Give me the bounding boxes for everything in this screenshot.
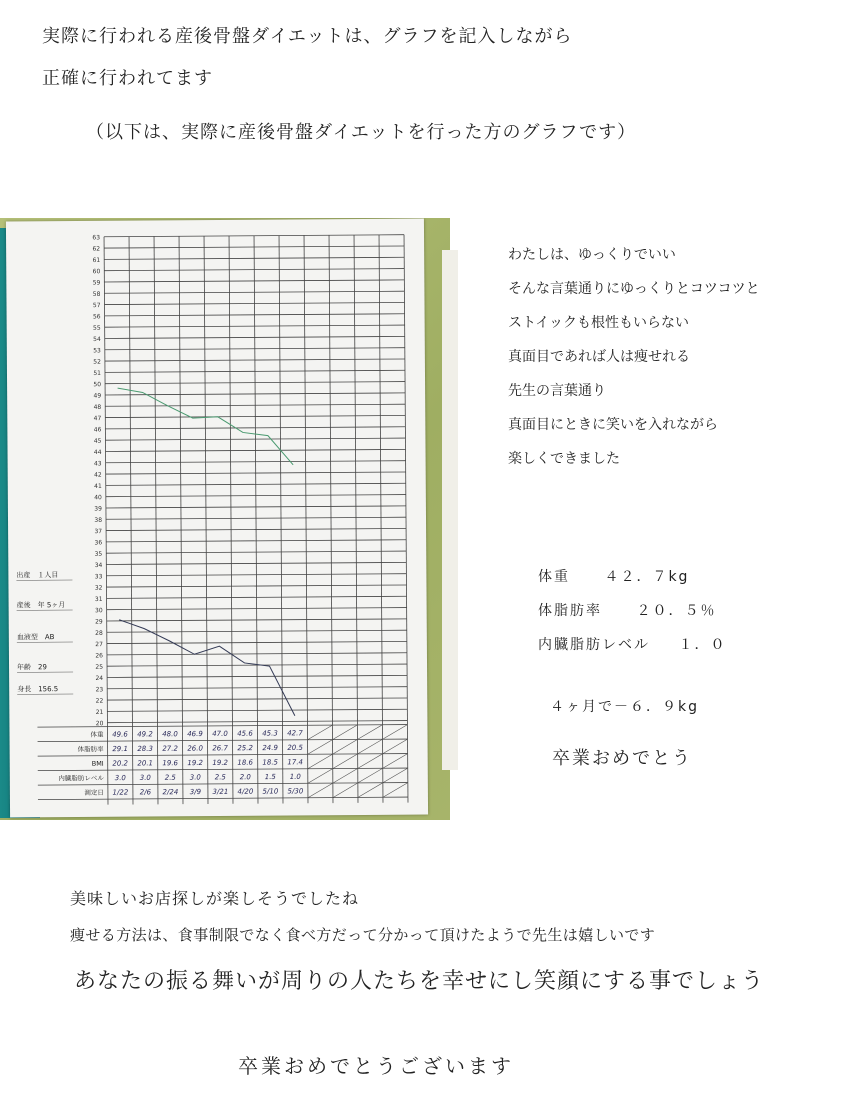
weight-label: 体重 <box>538 569 570 585</box>
grid-column-line <box>204 236 208 804</box>
profile-note: 年齢 29 <box>17 663 47 672</box>
table-cell-value: 2.0 <box>239 773 251 782</box>
table-cell-value: 26.7 <box>212 744 228 753</box>
y-tick-label: 29 <box>95 618 103 626</box>
y-tick-label: 24 <box>95 674 104 683</box>
message-block <box>508 238 760 476</box>
y-tick-label: 35 <box>94 550 103 558</box>
table-cell-value: 2/6 <box>139 788 152 797</box>
empty-cell-slash <box>357 725 382 740</box>
intro-line-3: （以下は、実際に産後骨盤ダイエットを行った方のグラフです） <box>86 122 637 143</box>
y-tick-label: 50 <box>93 381 102 389</box>
grid-column-line <box>179 236 183 804</box>
empty-cell-slash <box>308 740 333 755</box>
grid-column-line <box>354 235 358 803</box>
table-cell-value: 45.3 <box>262 729 278 738</box>
table-cell-value: 25.2 <box>237 744 253 753</box>
table-cell-value: 29.1 <box>112 745 128 754</box>
y-tick-label: 42 <box>94 471 102 479</box>
y-tick-label: 61 <box>92 256 101 264</box>
y-tick-label: 60 <box>92 268 101 276</box>
y-tick-label: 34 <box>94 562 103 570</box>
grid-column-line <box>379 235 383 803</box>
y-tick-label: 63 <box>92 234 101 242</box>
table-cell-value: 49.6 <box>112 730 128 739</box>
weight-value: ４２．７kg <box>604 569 690 585</box>
grid-column-line <box>404 235 408 803</box>
y-tick-label: 52 <box>93 358 101 366</box>
chart-photo <box>0 218 450 820</box>
empty-cell-slash <box>308 769 333 784</box>
profile-note: 身長 156.5 <box>17 685 59 694</box>
table-row-line <box>38 754 408 757</box>
y-tick-label: 20 <box>95 720 104 728</box>
message-line: 真面目であれば人は痩せれる <box>508 349 690 365</box>
message-line: ストイックも根性もいらない <box>508 315 690 331</box>
table-cell-value: 42.7 <box>287 729 303 738</box>
y-tick-label: 45 <box>93 437 102 445</box>
table-cell-value: 3/21 <box>212 787 229 796</box>
empty-cell-slash <box>308 754 333 769</box>
empty-cell-slash <box>383 754 408 769</box>
empty-cell-slash <box>308 783 333 798</box>
y-tick-label: 48 <box>93 403 102 411</box>
table-cell-value: 2.5 <box>164 773 176 782</box>
table-cell-value: 20.2 <box>112 759 129 768</box>
table-cell-value: 3.0 <box>139 773 151 782</box>
body-fat-label: 体脂肪率 <box>538 603 602 619</box>
y-tick-label: 53 <box>93 347 101 355</box>
y-tick-label: 30 <box>94 607 103 615</box>
message-line: 先生の言葉通り <box>508 383 606 399</box>
table-cell-value: 1.0 <box>289 772 301 781</box>
empty-cell-slash <box>383 783 408 798</box>
y-tick-label: 55 <box>93 324 101 332</box>
message-line: 楽しくできました <box>508 451 620 467</box>
table-cell-value: 18.5 <box>262 758 279 767</box>
y-tick-label: 25 <box>95 663 104 671</box>
y-tick-label: 36 <box>94 539 103 547</box>
grid-column-line <box>104 237 108 805</box>
body-fat-result <box>538 600 716 620</box>
message-line: わたしは、ゆっくりでいい <box>508 247 676 263</box>
y-tick-label: 59 <box>92 279 101 287</box>
table-cell-value: 20.1 <box>137 759 154 768</box>
table-row-label: BMI <box>91 759 104 768</box>
empty-cell-slash <box>383 768 408 783</box>
table-cell-value: 27.2 <box>162 744 178 753</box>
grid-column-line <box>254 236 258 804</box>
grid-column-line <box>329 235 333 803</box>
empty-cell-slash <box>383 739 408 754</box>
table-cell-value: 49.2 <box>137 730 153 739</box>
visceral-result <box>538 634 726 654</box>
table-cell-value: 24.9 <box>262 743 278 753</box>
empty-cell-slash <box>382 725 407 740</box>
message-line: 真面目にときに笑いを入れながら <box>508 417 718 433</box>
y-tick-label: 27 <box>95 641 103 649</box>
table-cell-value: 19.2 <box>212 758 229 767</box>
loss-summary: ４ヶ月で－６．９kg <box>550 699 699 715</box>
empty-cell-slash <box>358 754 383 769</box>
table-row-line <box>38 783 408 786</box>
table-cell-value: 17.4 <box>287 758 304 767</box>
table-cell-value: 20.5 <box>287 743 303 752</box>
y-tick-label: 51 <box>93 369 102 377</box>
empty-cell-slash <box>333 754 358 769</box>
y-tick-label: 49 <box>93 392 102 400</box>
empty-cell-slash <box>358 768 383 783</box>
table-cell-value: 45.6 <box>237 729 253 738</box>
table-row-label: 内臓脂肪レベル <box>58 774 104 783</box>
closing-line-1: 美味しいお店探しが楽しそうでしたね <box>70 889 360 908</box>
empty-cell-slash <box>333 739 358 754</box>
table-row-line <box>38 797 408 800</box>
closing-line-2: 痩せる方法は、食事制限でなく食べ方だって分かって頂けたようで先生は嬉しいです <box>70 926 656 944</box>
y-tick-label: 31 <box>94 595 103 603</box>
y-tick-label: 33 <box>94 573 103 581</box>
grid-column-line <box>304 235 308 803</box>
table-cell-value: 3/9 <box>189 788 202 797</box>
table-cell-value: 48.0 <box>162 730 178 739</box>
y-tick-label: 40 <box>94 494 102 502</box>
y-tick-label: 21 <box>95 708 104 716</box>
profile-note: 血液型 AB <box>16 633 55 642</box>
y-tick-label: 23 <box>95 686 104 694</box>
table-cell-value: 3.0 <box>189 773 201 782</box>
table-cell-value: 4/20 <box>237 787 254 796</box>
table-cell-value: 2/24 <box>162 788 179 797</box>
side-paper-edge <box>442 250 458 770</box>
y-tick-label: 32 <box>94 584 103 592</box>
chart-sheet-drawing <box>6 219 428 818</box>
y-tick-label: 38 <box>94 516 103 524</box>
table-cell-value: 19.6 <box>162 759 179 768</box>
table-row-line <box>38 739 408 742</box>
graduation-message: 卒業おめでとうございます <box>238 1054 514 1078</box>
profile-note: 出産 １人目 <box>16 571 59 580</box>
y-tick-label: 37 <box>94 528 103 536</box>
y-tick-label: 46 <box>93 426 102 434</box>
table-cell-value: 5/30 <box>287 787 304 796</box>
visceral-label: 内臓脂肪レベル <box>538 637 650 653</box>
y-tick-label: 44 <box>93 449 102 457</box>
grid-column-line <box>279 236 283 804</box>
table-cell-value: 26.0 <box>187 744 203 753</box>
table-cell-value: 3.0 <box>114 774 126 783</box>
empty-cell-slash <box>333 783 358 798</box>
y-tick-label: 39 <box>94 505 102 513</box>
grid-column-line <box>154 236 158 804</box>
empty-cell-slash <box>307 725 332 740</box>
table-row-label: 体重 <box>90 730 104 739</box>
grid-column-line <box>129 237 133 805</box>
table-row-label: 体脂肪率 <box>77 745 104 754</box>
empty-cell-slash <box>333 768 358 783</box>
table-cell-value: 18.6 <box>237 758 254 767</box>
empty-cell-slash <box>332 725 357 740</box>
table-cell-value: 2.5 <box>214 773 226 782</box>
table-cell-value: 5/10 <box>262 787 279 796</box>
table-cell-value: 46.9 <box>187 730 203 739</box>
closing-line-3: あなたの振る舞いが周りの人たちを幸せにし笑顔にする事でしょう <box>74 969 765 994</box>
y-tick-label: 26 <box>95 652 103 660</box>
y-tick-label: 58 <box>92 290 101 298</box>
y-tick-label: 54 <box>93 336 101 344</box>
profile-note: 産後 年 5ヶ月 <box>16 601 66 610</box>
empty-cell-slash <box>358 783 383 798</box>
table-cell-value: 19.2 <box>187 759 204 768</box>
congrats-text: 卒業おめでとう <box>552 748 692 769</box>
intro-line-1: 実際に行われる産後骨盤ダイエットは、グラフを記入しながら <box>42 26 573 47</box>
table-cell-value: 28.3 <box>137 744 153 753</box>
intro-line-2: 正確に行われてます <box>42 68 213 89</box>
body-fat-value: ２０．５％ <box>636 603 717 619</box>
y-tick-label: 62 <box>92 245 101 253</box>
empty-cell-slash <box>358 739 383 754</box>
y-tick-label: 22 <box>95 697 104 705</box>
table-cell-value: 1/22 <box>112 788 129 797</box>
y-tick-label: 47 <box>93 415 102 423</box>
grid-column-line <box>229 236 233 804</box>
y-tick-label: 56 <box>92 313 101 321</box>
y-tick-label: 41 <box>94 482 102 490</box>
message-line: そんな言葉通りにゆっくりとコツコツと <box>508 281 760 297</box>
chart-sheet <box>6 219 428 818</box>
table-row-line <box>37 725 407 728</box>
visceral-value: １．０ <box>678 637 727 653</box>
y-tick-label: 43 <box>93 460 102 468</box>
table-row-label: 測定日 <box>84 788 104 797</box>
table-cell-value: 47.0 <box>212 729 228 738</box>
table-row-line <box>38 768 408 771</box>
weight-result <box>538 566 689 586</box>
table-cell-value: 1.5 <box>264 772 276 782</box>
y-tick-label: 28 <box>95 629 103 637</box>
y-tick-label: 57 <box>92 302 101 310</box>
